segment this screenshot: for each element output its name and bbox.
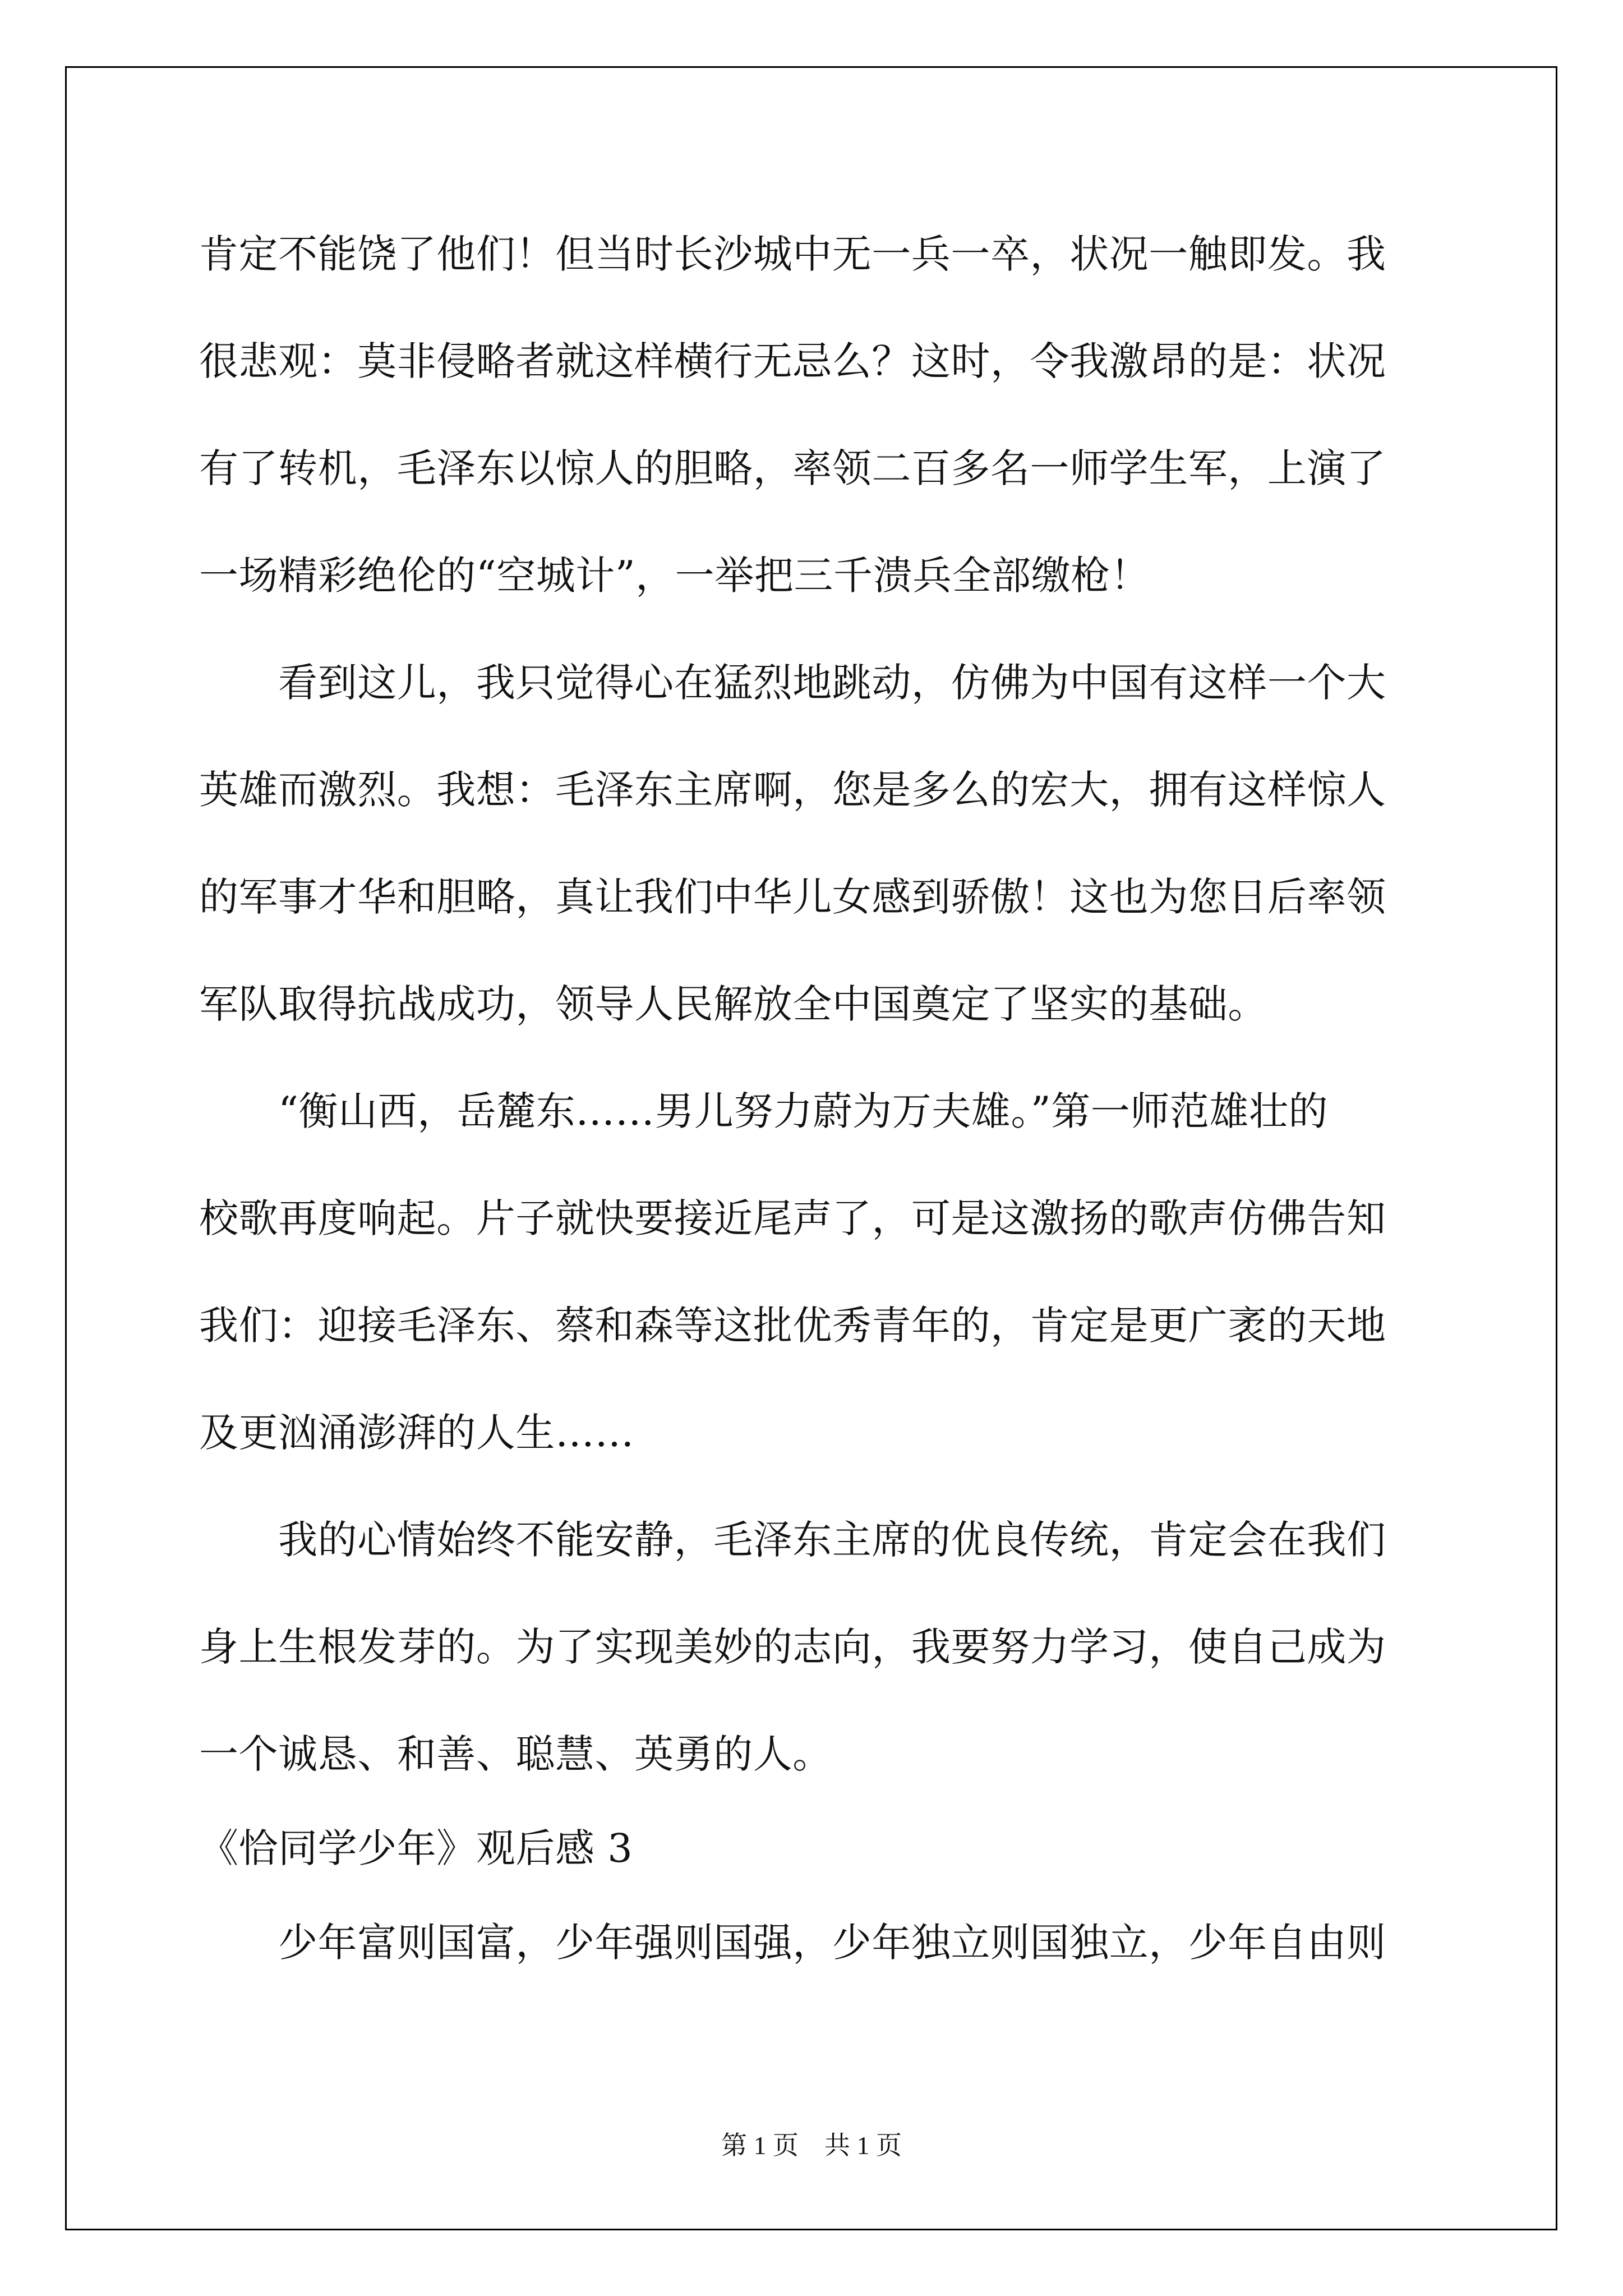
- section-heading: 《恰同学少年》观后感 3: [199, 1825, 633, 1871]
- paragraph-line: 看到这儿，我只觉得心在猛烈地跳动，仿佛为中国有这样一个大: [199, 660, 1386, 706]
- paragraph-line: 很悲观：莫非侵略者就这样横行无忌么？这时，令我激昂的是：状况: [199, 338, 1386, 384]
- paragraph-line: 有了转机，毛泽东以惊人的胆略，率领二百多名一师学生军，上演了: [199, 445, 1386, 491]
- paragraph-line: 军队取得抗战成功，领导人民解放全中国奠定了坚实的基础。: [199, 981, 1267, 1027]
- paragraph-line: 身上生根发芽的。为了实现美妙的志向，我要努力学习，使自己成为: [199, 1624, 1386, 1670]
- paragraph-line: 我们：迎接毛泽东、蔡和森等这批优秀青年的，肯定是更广袤的天地: [199, 1303, 1386, 1349]
- paragraph-line: 一场精彩绝伦的“空城计”，一举把三千溃兵全部缴枪！: [199, 553, 1150, 599]
- page-number: 第 1 页 共 1 页: [721, 2131, 902, 2160]
- paragraph-line: 英雄而激烈。我想：毛泽东主席啊，您是多么的宏大，拥有这样惊人: [199, 767, 1386, 813]
- paragraph-line: 我的心情始终不能安静，毛泽东主席的优良传统，肯定会在我们: [199, 1517, 1386, 1563]
- paragraph-line: 肯定不能饶了他们！但当时长沙城中无一兵一卒，状况一触即发。我: [199, 231, 1386, 277]
- paragraph-line: 校歌再度响起。片子就快要接近尾声了，可是这激扬的歌声仿佛告知: [199, 1195, 1386, 1241]
- paragraph-line: 少年富则国富，少年强则国强，少年独立则国独立，少年自由则: [199, 1920, 1386, 1966]
- paragraph-line: 一个诚恳、和善、聪慧、英勇的人。: [199, 1731, 832, 1777]
- paragraph-line: 及更汹涌澎湃的人生……: [199, 1410, 635, 1456]
- page-footer: [0, 2125, 1623, 2162]
- page-border: [65, 66, 1557, 2230]
- paragraph-line: 的军事才华和胆略，真让我们中华儿女感到骄傲！这也为您日后率领: [199, 874, 1386, 920]
- paragraph-line: “衡山西，岳麓东……男儿努力蔚为万夫雄。”第一师范雄壮的: [199, 1088, 1329, 1134]
